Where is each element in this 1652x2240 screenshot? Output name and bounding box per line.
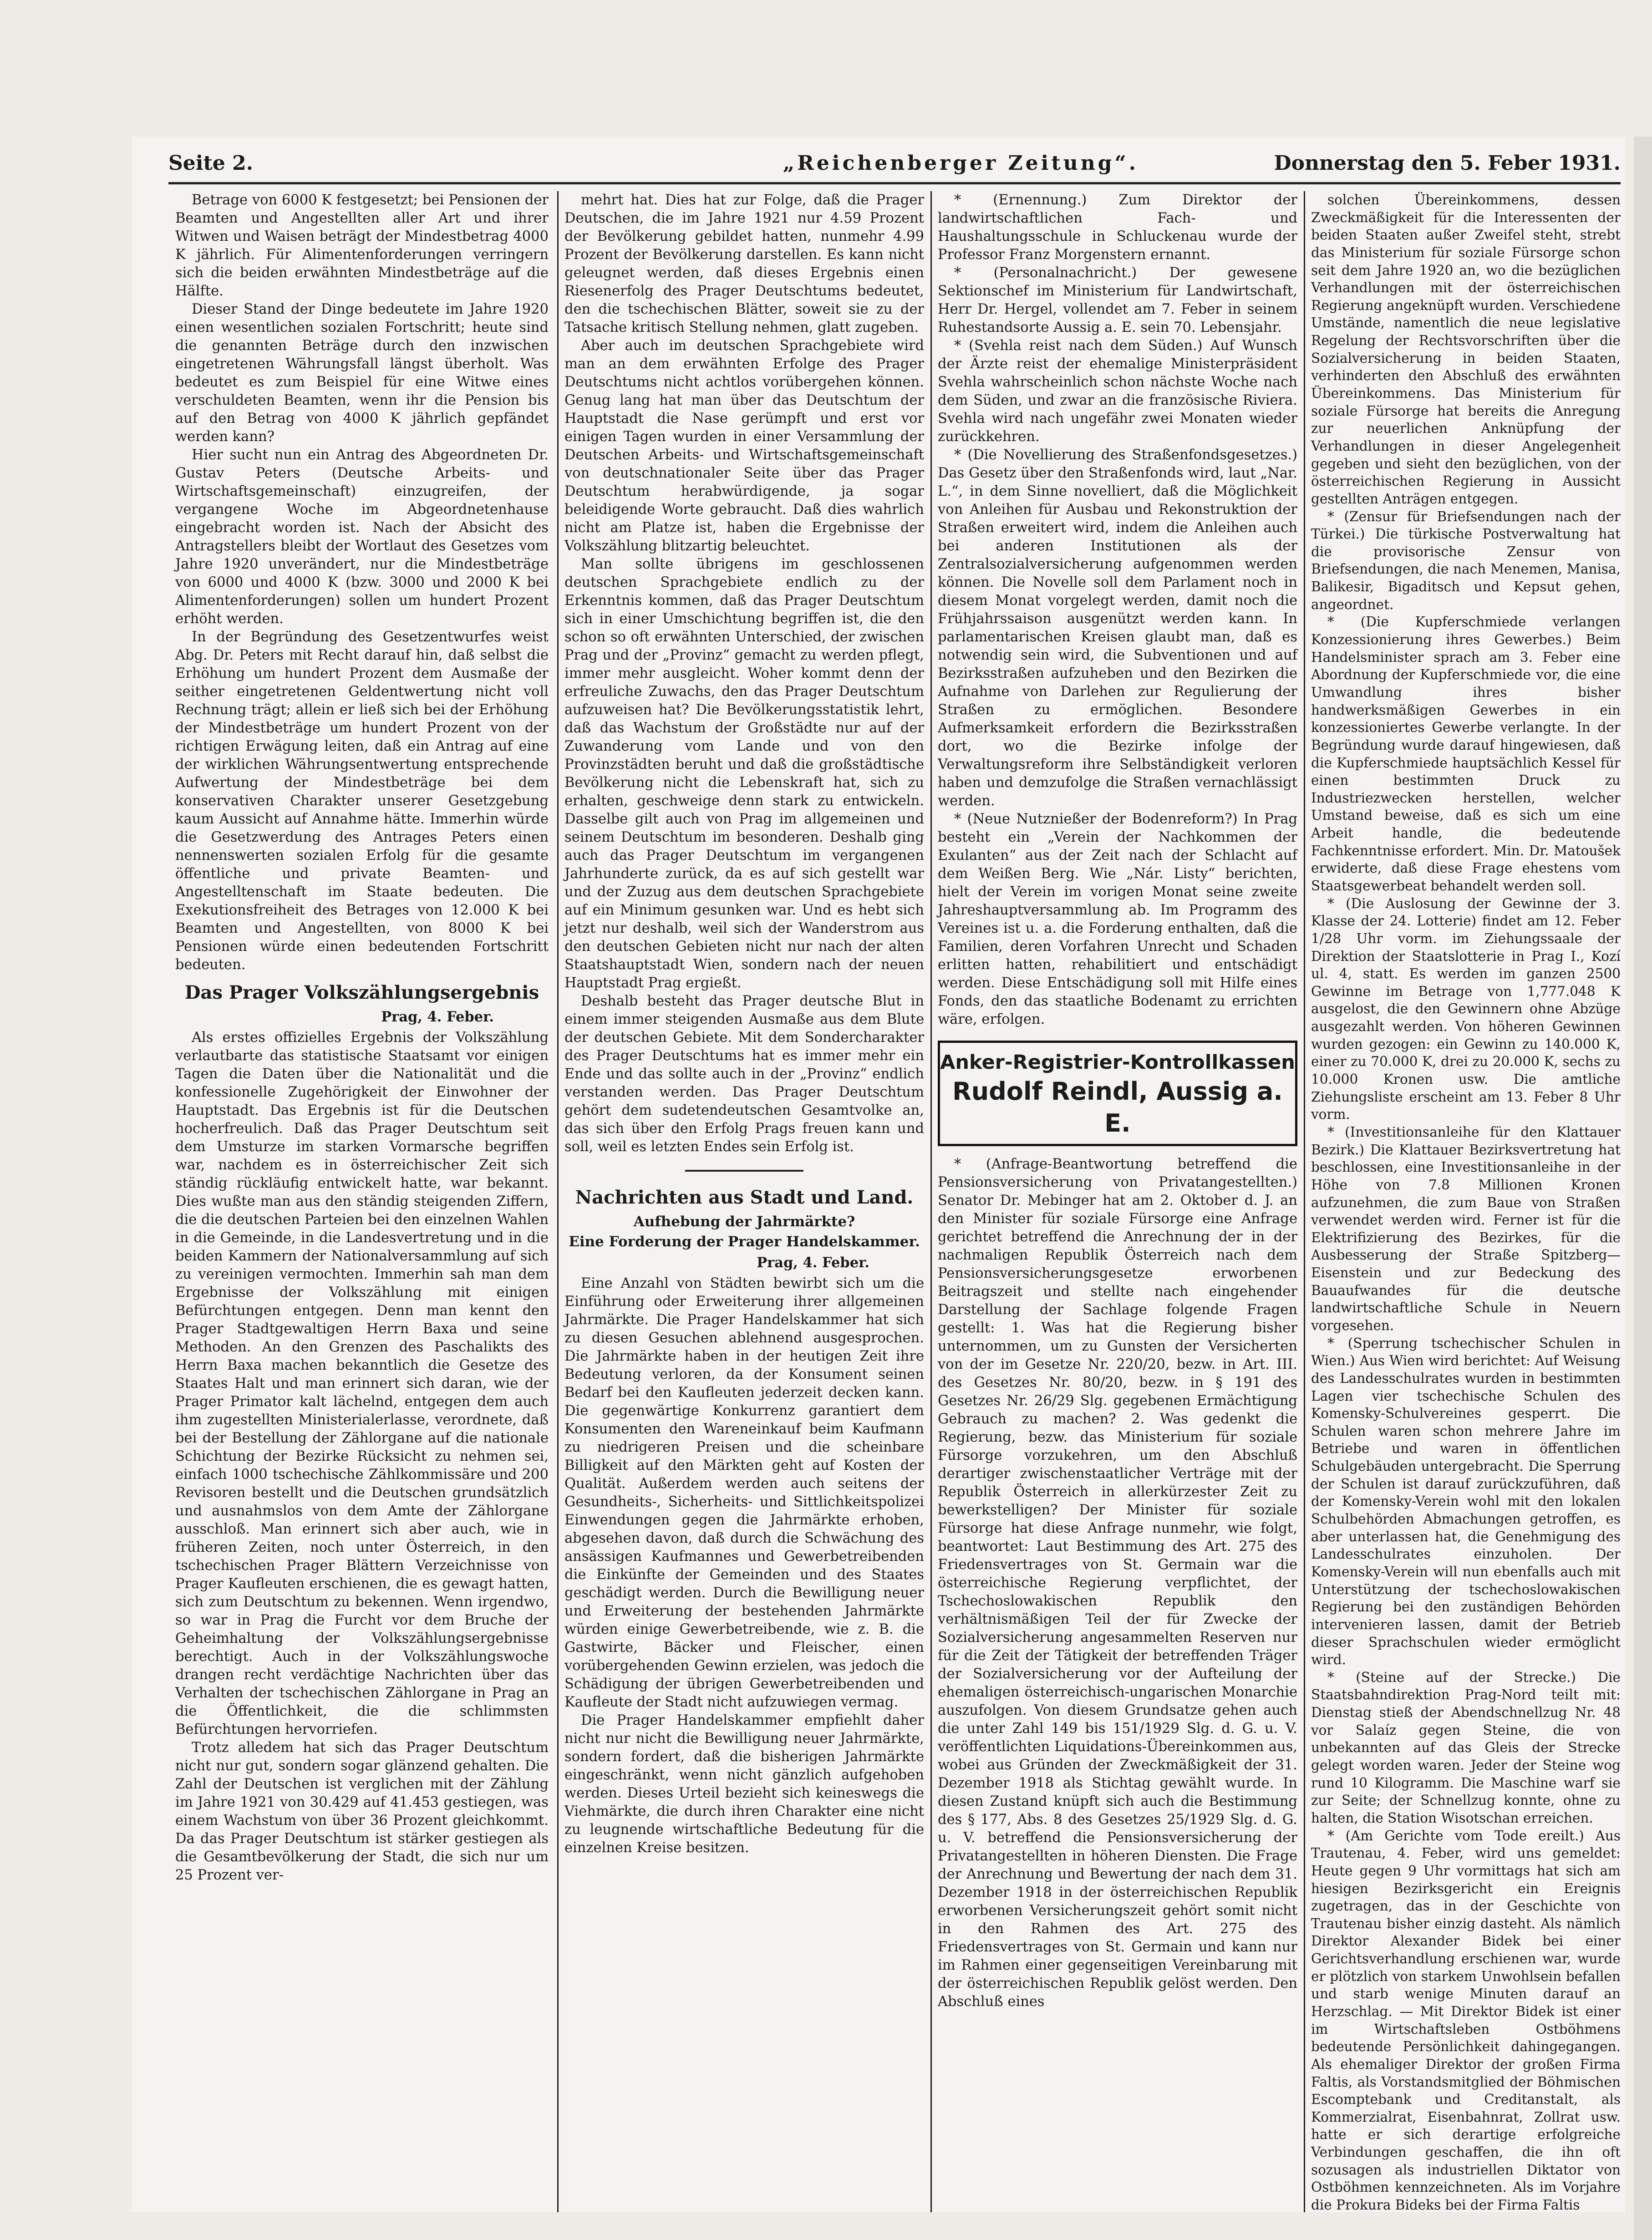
section-heading: Nachrichten aus Stadt und Land. [575,1187,914,1208]
news-item: * (Neue Nutznießer der Bodenreform?) In Prag besteht ein „Verein der Nachkommen der Exulanten“ aus der Zeit nach der Schlacht auf dem Weißen Berg. Wie „Nár. Listy“ berichten, hielt der Verein im vorigen Monat seine zweite Jahreshauptversammlung ab. Im Programm des Vereines ist u. a. die Forderung enthalten, daß die Familien, deren Vorfahren Unrecht und Schaden erlitten hatten, rehabilitiert und entschädigt werden. Diese Entschädigung soll mit Hilfe eines Fonds, den das staatliche Bodenamt zu errichten wäre, erfolgen. [938,811,1297,1027]
column-rule [557,191,559,2212]
section-separator [685,1170,803,1172]
paragraph: In der Begründung des Gesetzentwurfes weist Abg. Dr. Peters mit Recht darauf hin, daß selbst die Erhöhung um hundert Prozent dem Ausmaße der seither eingetretenen Geldentwertung nicht voll Rechnung trägt; allein er ließ sich bei der Erhöhung der Mindestbeträge um hundert Prozent von der richtigen Erwägung leiten, daß ein Antrag auf eine der wirklichen Währungsentwertung entsprechende Aufwertung der Mindestbeträge bei dem konservativen Charakter unserer Gesetzgebung kaum Aussicht auf Annahme hätte. Immerhin würde die Gesetzwerdung des Antrages Peters einen nennenswerten sozialen Erfolg für die gesamte öffentliche und private Beamten- und Angestelltenschaft im Staate bedeuten. Die Exekutionsfreiheit des Betrages von 12.000 K bei Beamten und Angestellten, von 8000 K bei Pensionen würde einen bedeutenden Fortschritt bedeuten. [175,629,549,973]
column-1 [175,191,549,1884]
news-item: * (Zensur für Briefsendungen nach der Türkei.) Die türkische Postverwaltung hat die provisorische Zensur von Briefsendungen, die nach Menemen, Manisa, Balikesir, Bigaditsch und Kepsut gehen, angeordnet. [1311,508,1621,612]
header-rule [168,182,1621,184]
paragraph: Man sollte übrigens im geschlossenen deutschen Sprachgebiete endlich zu der Erkenntnis kommen, daß das Prager Deutschtum sich in einer Umschichtung begriffen ist, die den schon so oft erwähnten Unterschied, der zwischen Prag und der „Provinz“ gemacht zu werden pflegt, immer mehr ausgleicht. Woher kommt denn der erfreuliche Zuwachs, den das Prager Deutschtum aufzuweisen hat? Die Bevölkerungsstatistik lehrt, daß das Wachstum der Großstädte nur auf der Zuwanderung vom Lande und von den Provinzstädten beruht und daß die großstädtische Bevölkerung nicht die Lebenskraft hat, sich zu erhalten, geschweige denn stark zu entwickeln. Dasselbe gilt auch von Prag im allgemeinen und seinem Deutschtum im besonderen. Deshalb ging auch das Prager Deutschtum im vergangenen Jahrhunderte zurück, da es auf sich gestellt war und der Zuzug aus dem deutschen Sprachgebiete auf ein Minimum gesunken war. Und es hebt sich jetzt nur deshalb, weil sich der Wanderstrom aus den deutschen Gebieten nicht nur nach der alten Staatshauptstadt Wien, sondern nach der neuen Hauptstadt Prag ergießt. [564,556,924,991]
news-item: * (Anfrage-Beantwortung betreffend die Pensionsversicherung von Privatangestellten.) Senator Dr. Mebinger hat am 2. Oktober d. J. an den Minister für soziale Fürsorge eine Anfrage gerichtet betreffend die Anrechnung der in der nachmaligen Republik Österreich nach dem Pensionsversicherungsgesetze erworbenen Beitragszeit und stellte nach eingehender Darstellung der Sachlage folgende Fragen gestellt: 1. Was hat die Regierung bisher unternommen, um zu Gunsten der Versicherten von der im Gesetze Nr. 220/20, bezw. in Art. III. des Gesetzes Nr. 80/20, bezw. in § 191 des Gesetzes Nr. 26/29 Slg. gegebenen Ermächtigung Gebrauch zu machen? 2. Was gedenkt die Regierung, bezw. das Ministerium für soziale Fürsorge vorzukehren, um den Abschluß derartiger zwischenstaatlicher Verträge mit der Republik Österreich in allerkürzester Zeit zu bewerkstelligen? Der Minister für soziale Fürsorge hat diese Anfrage nunmehr, wie folgt, beantwortet: Laut Bestimmung des Art. 275 des Friedensvertrages von St. Germain war die österreichische Regierung verpflichtet, der Tschechoslowakischen Republik den verhältnismäßigen Teil der für Zwecke der Sozialversicherung angesammelten Reserven nur für die Zeit der Tätigkeit der betreffenden Träger der Sozialversicherung vor der Aufteilung der ehemaligen österreichisch-ungarischen Monarchie auszufolgen. Von diesem Grundsatze gehen auch die unter Zahl 149 bis 151/1929 Slg. d. G. u. V. veröffentlichten Liquidations-Übereinkommen aus, wobei aus Gründen der Zweckmäßigkeit der 31. Dezember 1918 als Stichtag gewählt wurde. In diesen Zustand knüpft sich auch die Bestimmung des § 177, Abs. 8 des Gesetzes 25/1929 Slg. d. G. u. V. betreffend die Pensionsversicherung der Privatangestellten in höheren Diensten. Die Frage der Anrechnung und Bewertung der nach dem 31. Dezember 1918 in der österreichischen Republik erworbenen Versicherungszeit gehört somit nicht in den Rahmen des Art. 275 des Friedensvertrages von St. Germain und kann nur im Rahmen einer gegenseitigen Vereinbarung mit der österreichischen Republik gelöst werden. Den Abschluß eines [938,1156,1297,2010]
paragraph: Dieser Stand der Dinge bedeutete im Jahre 1920 einen wesentlichen sozialen Fortschritt; heute sind die genannten Beträge durch den inzwischen eingetretenen Währungsfall längst überholt. Was bedeutet es zum Beispiel für eine Witwe eines verschuldeten Beamten, wenn ihr die Pension bis auf den Betrag von 4000 K jährlich gepfändet werden kann? [175,301,549,445]
issue-date: Donnerstag den 5. Feber 1931. [1274,152,1621,175]
ad-line: Rudolf Reindl, Aussig a. E. [952,1077,1283,1138]
dateline: Prag, 4. Feber. [381,1009,494,1025]
newspaper-title: „Reichenberger Zeitung“. [783,152,1139,175]
news-item: * (Personalnachricht.) Der gewesene Sektionschef im Ministerium für Landwirtschaft, Herr Dr. Hergel, vollendet am 7. Feber in seinem Ruhestandsorte Aussig a. E. sein 70. Lebensjahr. [938,265,1297,335]
news-item: * (Die Kupferschmiede verlangen Konzessionierung ihres Gewerbes.) Beim Handelsminister sprach am 3. Feber eine Abordnung der Kupferschmiede vor, die eine Umwandlung ihres bisher handwerksmäßigen Gewerbes in ein konzessioniertes Gewerbe verlangte. In der Begründung wurde darauf hingewiesen, daß die Kupferschmiede hauptsächlich Kessel für einen bestimmten Druck zu Industriezwecken herstellen, welcher Umstand beweise, daß es sich um eine Arbeit handle, die bedeutende Fachkenntnisse erfordert. Min. Dr. Matoušek erwiderte, daß diese Frage ehestens vom Staatsgewerbeat behandelt werden soll. [1311,614,1621,894]
column-4 [1311,191,1621,2214]
article-heading: Aufhebung der Jahrmärkte? [633,1214,855,1230]
paragraph: Hier sucht nun ein Antrag des Abgeordneten Dr. Gustav Peters (Deutsche Arbeits- und Wirtschaftsgemeinschaft) einzugreifen, der vergangene Woche im Abgeordnetenhause eingebracht worden ist. Nach der Absicht des Antragstellers bleibt der Wortlaut des Gesetzes vom Jahre 1920 unverändert, nur die Mindestbeträge von 6000 und 4000 K (bzw. 3000 und 2000 K bei Alimentenforderungen) sollen um hundert Prozent erhöht werden. [175,447,549,627]
paragraph: Trotz alledem hat sich das Prager Deutschtum nicht nur gut, sondern sogar glänzend gehalten. Die Zahl der Deutschen ist verglichen mit der Zählung im Jahre 1921 von 30.429 auf 41.453 gestiegen, was einem Wachstum von über 36 Prozent gleichkommt. Da das Prager Deutschtum ist stärker gestiegen als die Gesamtbevölkerung der Stadt, die sich nur um 25 Prozent ver- [175,1740,549,1883]
page-number: Seite 2. [168,152,254,175]
news-item: solchen Übereinkommens, dessen Zweckmäßigkeit für die Interessenten der beiden Staaten außer Zweifel steht, strebt das Ministerium für soziale Fürsorge schon seit dem Jahre 1920 an, wo die bezüglichen Verhandlungen mit der österreichischen Regierung angeknüpft wurden. Verschiedene Umstände, namentlich die neue legislative Regelung der Rechtsvorschriften über die Sozialversicherung in beiden Staaten, verhinderten den Abschluß des erwähnten Übereinkommens. Das Ministerium für soziale Fürsorge hat bereits die Anregung zur neuerlichen Anknüpfung der Verhandlungen in dieser Angelegenheit gegeben und sieht den bezüglichen, von der österreichischen Regierung in Aussicht gestellten Anträgen entgegen. [1311,192,1621,507]
news-item: * (Investitionsanleihe für den Klattauer Bezirk.) Die Klattauer Bezirksvertretung hat beschlossen, eine Investitionsanleihe in der Höhe von 7.8 Millionen Kronen aufzunehmen, die zum Baue von Straßen verwendet werden wird. Ferner ist für die Elektrifizierung des Bezirkes, für die Ausbesserung der Straße Spitzberg—Eisenstein und zur Bedeckung des Bauaufwandes für die deutsche landwirtschaftliche Schule in Neuern vorgesehen. [1311,1124,1621,1333]
news-item: * (Die Auslosung der Gewinne der 3. Klasse der 24. Lotterie) findet am 12. Feber 1/28 Uhr vorm. im Ziehungssaale der Direktion der Staatslotterie in Prag I., Kozí ul. 4, statt. Es werden im ganzen 2500 Gewinne im Betrage von 1,777.048 K ausgelost, die den Gewinnern ohne Abzüge ausgezahlt werden. Von höheren Gewinnen wurden gezogen: ein Gewinn zu 140.000 K, einer zu 70.000 K, drei zu 20.000 K, sechs zu 10.000 Kronen usw. Die amtliche Ziehungsliste erscheint am 13. Feber 8 Uhr vorm. [1311,895,1621,1123]
paragraph: Deshalb besteht das Prager deutsche Blut in einem immer steigenden Ausmaße aus dem Blute der deutschen Gebiete. Mit dem Sondercharakter des Prager Deutschtums hat es immer mehr ein Ende und das sollte auch in der „Provinz“ endlich verstanden werden. Das Prager Deutschtum gehört dem sudetendeutschen Gesamtvolke an, das sich über den Erfolg Prags freuen kann und soll, weil es letzten Endes sein Erfolg ist. [564,993,924,1155]
article-heading: Das Prager Volkszählungsergebnis [184,982,539,1003]
advertisement [938,1041,1297,1146]
ad-line: Anker-Registrier-Kontrollkassen [940,1051,1295,1074]
news-item: * (Sperrung tschechischer Schulen in Wien.) Aus Wien wird berichtet: Auf Weisung des Landesschulrates wurden in bestimmten Lagen vier tschechische Schulen des Komensky-Schulvereines gesperrt. Die Schulen waren schon mehrere Jahre im Betriebe und waren in öffentlichen Schulgebäuden untergebracht. Die Sperrung der Schulen ist darauf zurückzuführen, daß der Komensky-Verein wohl mit den lokalen Schulbehörden Abmachungen getroffen, es aber unterlassen hat, die Genehmigung des Landesschulrates einzuholen. Der Komensky-Verein will nun ebenfalls auch mit Unterstützung der tschechoslowakischen Regierung bei den zuständigen Behörden intervenieren lassen, damit der Betrieb dieser Sprachschulen wieder ermöglicht wird. [1311,1335,1621,1668]
news-item: * (Steine auf der Strecke.) Die Staatsbahndirektion Prag-Nord teilt mit: Dienstag stieß der Abendschnellzug Nr. 48 vor Salaíz gegen Steine, die von unbekannten auf das Gleis der Strecke gelegt worden waren. Jeder der Steine wog rund 10 Kilogramm. Die Maschine warf sie zur Seite; der Schnellzug konnte, ohne zu halten, die Station Wisotschan erreichen. [1311,1669,1621,1826]
article-subheading: Eine Forderung der Prager Handelskammer. [569,1234,920,1250]
news-item: * (Ernennung.) Zum Direktor der landwirtschaftlichen Fach- und Haushaltungsschule in Schluckenau wurde der Professor Franz Morgenstern ernannt. [938,192,1297,263]
paragraph: Betrage von 6000 K festgesetzt; bei Pensionen der Beamten und Angestellten aller Art und ihrer Witwen und Waisen beträgt der Mindestbetrag 4000 K jährlich. Für Alimentenforderungen verringern sich die beiden erwähnten Mindestbeträge auf die Hälfte. [175,192,549,299]
news-item: * (Svehla reist nach dem Süden.) Auf Wunsch der Ärzte reist der ehemalige Ministerpräsident Svehla wahrscheinlich schon nächste Woche nach dem Süden, und zwar an die französische Riviera. Svehla wird nach ungefähr zwei Monaten wieder zurückkehren. [938,338,1297,445]
column-rule [930,191,932,2212]
column-2 [564,191,924,1857]
column-3 [938,191,1297,2011]
paragraph: Die Prager Handelskammer empfiehlt daher nicht nur nicht die Bewilligung neuer Jahrmärkte, sondern fordert, daß die bisherigen Jahrmärkte eingeschränkt, wenn nicht gänzlich aufgehoben werden. Dieses Urteil bezieht sich keineswegs die Viehmärkte, die durch ihren Charakter eine nicht zu leugnende wirtschaftliche Bedeutung für die einzelnen Kreise besitzen. [564,1712,924,1856]
column-rule [1304,191,1305,2212]
paragraph: Eine Anzahl von Städten bewirbt sich um die Einführung oder Erweiterung ihrer allgemeinen Jahrmärkte. Die Prager Handelskammer hat sich zu diesen Gesuchen ablehnend ausgesprochen. Die Jahrmärkte haben in der heutigen Zeit ihre Bedeutung verloren, da der Konsument seinen Bedarf bei den Kaufleuten jederzeit decken kann. Die gegenwärtige Konkurrenz garantiert dem Konsumenten den Wareneinkauf beim Kaufmann zu niedrigeren Preisen und die scheinbare Billigkeit auf den Märkten geht auf Kosten der Qualität. Außerdem werden auch seitens der Gesundheits-, Sicherheits- und Sittlichkeitspolizei Einwendungen gegen die Jahrmärkte erhoben, abgesehen davon, daß durch die Schwächung des ansässigen Kaufmannes und Gewerbetreibenden die Einkünfte der Gemeinden und des Staates geschädigt werden. Durch die Bewilligung neuer und Erweiterung der bestehenden Jahrmärkte würden einige Gewerbetreibende, wie z. B. die Gastwirte, Bäcker und Fleischer, einen vorübergehenden Gewinn erzielen, was jedoch die Schädigung der übrigen Gewerbetreibenden und Kaufleute der Stadt nicht aufzuwiegen vermag. [564,1275,924,1710]
paragraph: mehrt hat. Dies hat zur Folge, daß die Prager Deutschen, die im Jahre 1921 nur 4.59 Prozent der Bevölkerung gebildet hatten, nunmehr 4.99 Prozent der Bevölkerung darstellen. Es kann nicht geleugnet werden, daß dieses Ergebnis einen Riesenerfolg des Prager Deutschtums bedeutet, den die tschechischen Blätter, soweit sie zu der Tatsache kritisch Stellung nehmen, glatt zugeben. [564,192,924,335]
dateline: Prag, 4. Feber. [757,1255,869,1271]
news-item: * (Am Gerichte vom Tode ereilt.) Aus Trautenau, 4. Feber, wird uns gemeldet: Heute gegen 9 Uhr vormittags hat sich am hiesigen Bezirksgericht ein Ereignis zugetragen, das in der Geschichte von Trautenau bisher einzig dasteht. Als nämlich Direktor Alexander Bidek bei einer Gerichtsverhandlung erschienen war, wurde er plötzlich von starkem Unwohlsein befallen und starb wenige Minuten darauf an Herzschlag. — Mit Direktor Bidek ist einer im Wirtschaftsleben Ostböhmens bedeutende Persönlichkeit dahingegangen. Als ehemaliger Direktor der großen Firma Faltis, als Vorstandsmitglied der Böhmischen Escomptebank und Creditanstalt, als Kommerzialrat, Eisenbahnrat, Zollrat usw. hatte er sich derartige erfolgreiche Verbindungen geschaffen, die ihn oft sozusagen als industriellen Diktator von Ostböhmen kennzeichneten. Als im Vorjahre die Prokura Bideks bei der Firma Faltis [1311,1828,1621,2213]
paragraph: Als erstes offizielles Ergebnis der Volkszählung verlautbarte das statistische Staatsamt vor einigen Tagen die Daten über die Nationalität und die konfessionelle Zugehörigkeit der Einwohner der Hauptstadt. Das Ergebnis ist für die Deutschen hocherfreulich. Daß das Prager Deutschtum seit dem Umsturze im starken Vormarsche begriffen war, nachdem es in österreichischer Zeit sich ständig rückläufig entwickelt hatte, war bekannt. Dies wußte man aus den ständig steigenden Ziffern, die die deutschen Parteien bei den einzelnen Wahlen in die Gemeinde, in die Landesvertretung und in die beiden Kammern der Nationalversammlung auf sich zu vereinigen vermochten. Immerhin sah man dem Ergebnisse der Volkszählung mit einigen Befürchtungen entgegen. Denn man kennt den Prager Stadtgewaltigen Herrn Baxa und seine Methoden. An den Grenzen des Paschalikts des Herrn Baxa machen bekanntlich die Gesetze des Staates Halt und man erinnert sich daran, wie der Prager Primator kalt lächelnd, entgegen dem auch ihm zugestellten Ministerialerlasse, verordnete, daß bei der Bestellung der Zählorgane auf die nationale Schichtung der Bezirke Rücksicht zu nehmen sei, einfach 1000 tschechische Zählkommissäre und 200 Revisoren bestellt und die Deutschen grundsätzlich und ausnahmslos von dem Amte der Zählorgane ausschloß. Man erinnert sich aber auch, wie in früheren Zeiten, noch unter Österreich, in den tschechischen Prager Blättern Verzeichnisse von Prager Kaufleuten erschienen, die es gewagt hatten, sich zum Deutschtum zu bekennen. Wenn irgendwo, so war in Prag die Furcht vor dem Bruche der Geheimhaltung der Volkszählungsergebnisse berechtigt. Auch in der Volkszählungswoche drangen recht verdächtige Nachrichten über das Verhalten der tschechischen Zählorgane in Prag an die Öffentlichkeit, die die schlimmsten Befürchtungen hervorriefen. [175,1030,549,1737]
news-item: * (Die Novellierung des Straßenfondsgesetzes.) Das Gesetz über den Straßenfonds wird, laut „Nar. L.“, in dem Sinne novelliert, daß die Möglichkeit von Anleihen für Ausbau und Rekonstruktion der Straßen erweitert wird, indem die Anleihen auch bei anderen Institutionen als der Zentralsozialversicherung aufgenommen werden können. Die Novelle soll dem Parlament noch in diesem Monat vorgelegt werden, damit noch die Frühjahrssaison ausgenützt werden kann. In parlamentarischen Kreisen glaubt man, daß es notwendig sein wird, die Subventionen und auf Bezirksstraßen aufzuheben und den Bezirken die Aufnahme von Darlehen zur Regulierung der Straßen zu ermöglichen. Besondere Aufmerksamkeit erfordern die Bezirksstraßen dort, wo die Bezirke infolge der Verwaltungsreform ihre Selbständigkeit verloren haben und demzufolge die Straßen vernachlässigt werden. [938,447,1297,809]
paragraph: Aber auch im deutschen Sprachgebiete wird man an dem erwähnten Erfolge des Prager Deutschtums nicht achtlos vorübergehen können. Genug lang hat man über das Deutschtum der Hauptstadt die Nase gerümpft und erst vor einigen Tagen wurden in einer Versammlung der Deutschen Arbeits- und Wirtschaftsgemeinschaft von deutschnationaler Seite über das Prager Deutschtum herabwürdigende, ja sogar beleidigende Worte gebraucht. Daß dies wahrlich nicht am Platze ist, haben die Ergebnisse der Volkszählung blitzartig beleuchtet. [564,338,924,554]
page-edge [1634,137,1652,2240]
